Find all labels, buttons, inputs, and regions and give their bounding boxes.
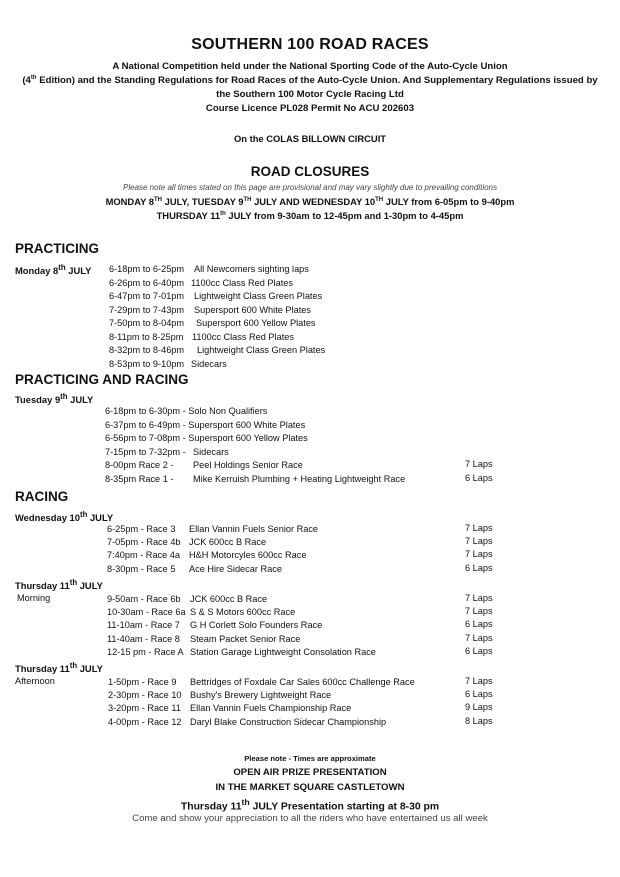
schedule-laps: 7 Laps <box>465 549 493 560</box>
schedule-event: 1100cc Class Red Plates <box>192 331 294 342</box>
schedule-time: 9-50am - Race 6b <box>107 594 181 604</box>
schedule-laps: 7 Laps <box>465 632 493 643</box>
schedule-time: 6-37pm to 6-49pm - Supersport 600 White Plates <box>105 419 306 430</box>
schedule-time: 7-50pm to 8-04pm <box>109 318 185 328</box>
schedule-time: 3-20pm - Race 11 <box>108 703 181 714</box>
closure-line: MONDAY 8TH JULY, TUESDAY 9TH JULY AND WEDNESDAY 10TH JULY from 6-05pm to 9-40pm <box>105 196 515 207</box>
schedule-time: 1-50pm - Race 9 <box>108 677 177 687</box>
thursday-morning-day: Thursday 11th JULY <box>15 578 103 592</box>
schedule-time: 10-30am - Race 6a <box>107 607 186 618</box>
intro-line: (4th Edition) and the Standing Regulations for Road Races of the Auto-Cycle Union. And Supplementary Regulations issued by <box>22 74 598 86</box>
schedule-time: 8-32pm to 8-46pm <box>109 345 185 355</box>
schedule-time: 6-18pm to 6-25pm <box>109 264 185 274</box>
schedule-time: 11-40am - Race 8 <box>107 633 180 644</box>
page-title: SOUTHERN 100 ROAD RACES <box>191 36 429 53</box>
schedule-event: Lightweight Class Green Plates <box>194 291 323 301</box>
schedule-event: Sidecars <box>193 446 229 457</box>
schedule-laps: 6 Laps <box>465 472 493 483</box>
schedule-event: S & S Motors 600cc Race <box>190 607 296 618</box>
racing-heading: RACING <box>15 489 69 504</box>
schedule-event: JCK 600cc B Race <box>189 537 267 548</box>
intro-block <box>10 60 610 116</box>
prize-presentation-time: Thursday 11th JULY Presentation starting at 8-30 pm <box>180 797 440 813</box>
times-approximate-note: Please note - Times are approximate <box>244 754 376 763</box>
schedule-event: Mike Kerruish Plumbing + Heating Lightweight Race <box>193 473 406 484</box>
schedule-time: 7-05pm - Race 4b <box>107 537 181 548</box>
road-closures-note: Please note all times stated on this page are provisional and may vary slightly due to prevailing conditions <box>123 183 497 192</box>
schedule-laps: 6 Laps <box>465 689 493 700</box>
schedule-time: 8-30pm - Race 5 <box>107 563 176 574</box>
closing-message: Come and show your appreciation to all the riders who have entertained us all week <box>132 813 488 824</box>
schedule-time: 8-11pm to 8-25pm <box>109 331 184 342</box>
practicing-heading: PRACTICING <box>15 241 99 256</box>
wednesday-day: Wednesday 10th JULY <box>15 510 114 524</box>
practicing-racing-day: Tuesday 9th JULY <box>15 392 94 406</box>
circuit-name: On the COLAS BILLOWN CIRCUIT <box>233 133 387 144</box>
intro-line: A National Competition held under the National Sporting Code of the Auto-Cycle Union <box>112 61 508 72</box>
schedule-laps: 7 Laps <box>465 593 493 603</box>
schedule-time: 8-35pm Race 1 - <box>105 473 174 484</box>
schedule-event: H&H Motorcyles 600cc Race <box>189 550 307 561</box>
prize-presentation-location: IN THE MARKET SQUARE CASTLETOWN <box>215 782 405 793</box>
schedule-time: 8-53pm to 9-10pm <box>109 358 185 369</box>
schedule-time: 6-26pm to 6-40pm <box>109 277 185 288</box>
schedule-laps: 7 Laps <box>465 606 493 617</box>
schedule-time: 7-29pm to 7-43pm <box>109 304 185 315</box>
schedule-event: Bushy's Brewery Lightweight Race <box>190 690 332 701</box>
schedule-event: Supersport 600 White Plates <box>194 304 311 315</box>
schedule-time: 2-30pm - Race 10 <box>108 690 182 701</box>
schedule-laps: 6 Laps <box>465 619 493 630</box>
schedule-event: Steam Packet Senior Race <box>190 633 301 644</box>
road-closures-times <box>0 195 620 223</box>
schedule-event: All Newcomers sighting laps <box>194 264 309 274</box>
schedule-laps: 6 Laps <box>465 562 493 573</box>
schedule-event: JCK 600cc B Race <box>190 594 268 604</box>
schedule-time: 6-56pm to 7-08pm - Supersport 600 Yellow Plates <box>105 433 308 443</box>
schedule-laps: 7 Laps <box>465 676 493 686</box>
schedule-event: Bettridges of Foxdale Car Sales 600cc Challenge Race <box>190 677 415 687</box>
road-closures-title: ROAD CLOSURES <box>250 164 370 179</box>
schedule-time: 6-18pm to 6-30pm - Solo Non Qualifiers <box>105 406 268 416</box>
schedule-event: Station Garage Lightweight Consolation Race <box>190 646 376 657</box>
thursday-afternoon-day: Thursday 11th JULY <box>15 661 103 675</box>
intro-line: the Southern 100 Motor Cycle Racing Ltd <box>216 89 404 100</box>
afternoon-label: Afternoon <box>15 676 55 686</box>
closure-line: THURSDAY 11th JULY from 9-30am to 12-45pm and 1-30pm to 4-45pm <box>156 210 464 221</box>
schedule-event: G H Corlett Solo Founders Race <box>190 620 323 631</box>
intro-line: Course Licence PL028 Permit No ACU 202603 <box>205 103 415 114</box>
schedule-laps: 7 Laps <box>465 459 493 469</box>
schedule-time: 8-00pm Race 2 - <box>105 460 174 470</box>
schedule-event: Daryl Blake Construction Sidecar Championship <box>190 716 387 727</box>
schedule-event: 1100cc Class Red Plates <box>191 277 293 288</box>
schedule-event: Peel Holdings Senior Race <box>193 460 303 470</box>
schedule-event: Lightweight Class Green Plates <box>197 345 326 355</box>
schedule-event: Sidecars <box>191 358 227 369</box>
schedule-time: 4-00pm - Race 12 <box>108 716 182 727</box>
schedule-time: 7:40pm - Race 4a <box>107 550 181 561</box>
schedule-laps: 6 Laps <box>465 645 493 656</box>
schedule-time: 7-15pm to 7-32pm - <box>105 446 186 457</box>
practicing-racing-heading: PRACTICING AND RACING <box>15 372 189 387</box>
schedule-event: Ellan Vannin Fuels Championship Race <box>190 703 352 714</box>
schedule-laps: 7 Laps <box>465 536 493 547</box>
schedule-time: 6-25pm - Race 3 <box>107 524 176 534</box>
schedule-event: Ace Hire Sidecar Race <box>189 563 282 574</box>
morning-label: Morning <box>17 593 51 603</box>
practicing-day: Monday 8th JULY <box>15 263 92 277</box>
schedule-laps: 8 Laps <box>465 715 493 726</box>
schedule-time: 6-47pm to 7-01pm <box>109 291 185 301</box>
schedule-time: 11-10am - Race 7 <box>107 620 180 631</box>
schedule-event: Supersport 600 Yellow Plates <box>196 318 316 328</box>
schedule-time: 12-15 pm - Race A <box>107 646 184 657</box>
prize-presentation-title: OPEN AIR PRIZE PRESENTATION <box>233 767 387 778</box>
schedule-laps: 7 Laps <box>465 523 493 533</box>
schedule-laps: 9 Laps <box>465 702 493 713</box>
schedule-event: Ellan Vannin Fuels Senior Race <box>189 524 319 534</box>
